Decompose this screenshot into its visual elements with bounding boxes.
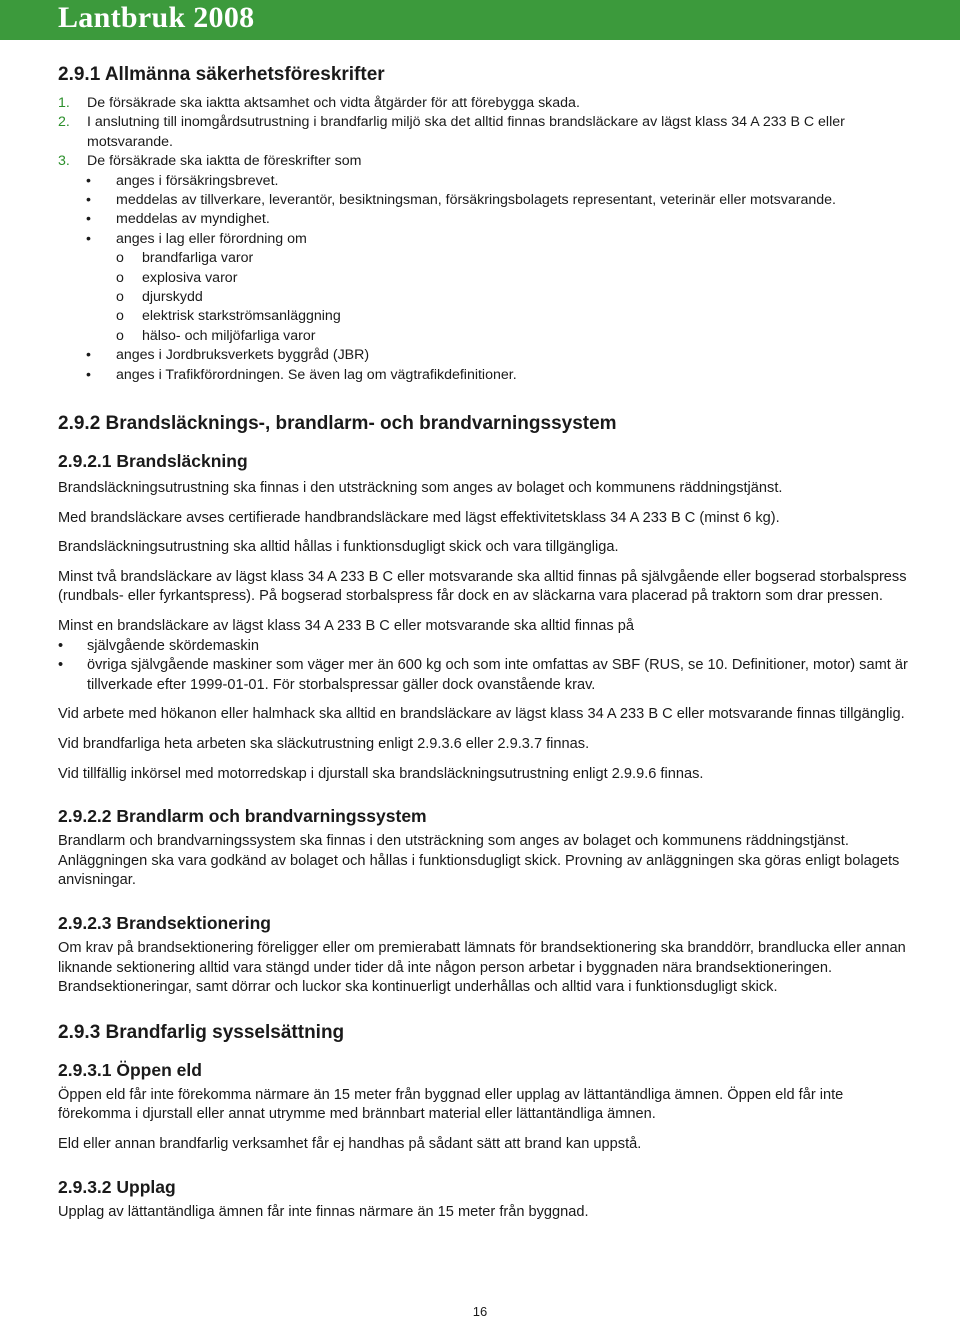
item-number: 3. — [58, 153, 70, 170]
numbered-item-3 — [58, 152, 908, 171]
sub-bullet-item: o hälso- och miljöfarliga varor — [58, 327, 908, 346]
page-content — [58, 62, 908, 1222]
sub-bullet-item: o explosiva varor — [58, 269, 908, 288]
bullet-icon: • — [58, 657, 64, 674]
paragraph: Öppen eld får inte förekomma närmare än 15 meter från byggnad eller upplag av lättantändliga ämnen. Öppen eld får inte förekomma i djurstall eller annat utrymme med brännbart material eller lättantändliga ämnen. — [58, 1086, 844, 1123]
bullet-icon: • — [86, 230, 91, 247]
paragraph: Brandsläckningsutrustning ska finnas i den utsträckning som anges av bolaget och kommunens räddningstjänst. — [58, 480, 783, 497]
heading-2-9-3-2: 2.9.3.2 Upplag — [58, 1176, 176, 1197]
bullet-icon: • — [86, 192, 91, 209]
bullet-item: • självgående skördemaskin — [58, 637, 908, 657]
bullet-item: • anges i Trafikförordningen. Se även lag om vägtrafikdefinitioner. — [58, 366, 908, 385]
paragraph: Upplag av lättantändliga ämnen får inte finnas närmare än 15 meter från byggnad. — [58, 1203, 589, 1220]
page-number: 16 — [472, 1304, 488, 1319]
paragraph: Vid tillfällig inkörsel med motorredskap i djurstall ska brandsläckningsutrustning enligt 2.9.9.6 finnas. — [58, 765, 704, 782]
heading-2-9-2-3: 2.9.2.3 Brandsektionering — [58, 913, 271, 933]
circle-bullet-icon: o — [116, 327, 124, 344]
sub-bullet-item: o djurskydd — [58, 288, 908, 307]
circle-bullet-icon: o — [116, 269, 124, 286]
circle-bullet-icon: o — [116, 289, 124, 306]
heading-2-9-2: 2.9.2 Brandsläcknings-, brandlarm- och brandvarningssystem — [58, 413, 617, 435]
item-number: 1. — [58, 95, 70, 111]
paragraph: Brandsläckningsutrustning ska alltid hållas i funktionsdugligt skick och vara tillgängliga. — [58, 539, 619, 556]
bullet-item: • anges i försäkringsbrevet. — [58, 172, 908, 191]
bullet-item: • meddelas av tillverkare, leverantör, besiktningsman, försäkringsbolagets representant, veterinär eller motsvarande. — [58, 191, 908, 210]
header-banner — [0, 0, 960, 40]
circle-bullet-icon: o — [116, 308, 124, 325]
heading-2-9-1: 2.9.1 Allmänna säkerhetsföreskrifter — [58, 64, 385, 85]
paragraph: Brandlarm och brandvarningssystem ska finnas i den utsträckning som anges av bolaget och kommunens räddningstjänst. Anläggningen ska vara godkänd av bolaget och hållas i funktionsdugligt skick. Provning av anläggningen ska göras enligt bolagets anvisningar. — [58, 833, 900, 889]
bullet-item: • meddelas av myndighet. — [58, 210, 908, 229]
bullet-icon: • — [86, 211, 91, 228]
item-text: I anslutning till inomgårdsutrustning i brandfarlig miljö ska det alltid finnas brandsläckare av lägst klass 34 A 233 B C eller motsvarande. — [87, 114, 845, 150]
item-number: 2. — [58, 114, 70, 131]
bullet-icon: • — [86, 172, 91, 189]
paragraph: Med brandsläckare avses certifierade handbrandsläckare med lägst effektivitetsklass 34 A 233 B C (minst 6 kg). — [58, 509, 780, 526]
heading-2-9-2-2: 2.9.2.2 Brandlarm och brandvarningssystem — [58, 806, 427, 827]
paragraph: Minst en brandsläckare av lägst klass 34 A 233 B C eller motsvarande ska alltid finnas på — [58, 618, 634, 635]
bullet-item: • anges i Jordbruksverkets byggråd (JBR) — [58, 346, 908, 365]
paragraph: Vid brandfarliga heta arbeten ska släckutrustning enligt 2.9.3.6 eller 2.9.3.7 finnas. — [58, 736, 590, 753]
heading-2-9-3: 2.9.3 Brandfarlig sysselsättning — [58, 1021, 345, 1043]
sub-bullet-item: o brandfarliga varor — [58, 249, 908, 268]
item-text: De försäkrade ska iaktta de föreskrifter som — [87, 153, 362, 170]
numbered-item-2 — [58, 113, 908, 152]
bullet-item: • övriga självgående maskiner som väger mer än 600 kg och som inte omfattas av SBF (RUS, se 10. Definitioner, motor) samt är tillverkade efter 1999-01-01. För storbalspressar gäller dock ovanstående krav. — [58, 657, 908, 693]
item-text: De försäkrade ska iaktta aktsamhet och vidta åtgärder för att förebygga skada. — [87, 95, 580, 111]
bullet-icon: • — [86, 347, 91, 364]
bullet-icon: • — [86, 366, 91, 383]
paragraph: Minst två brandsläckare av lägst klass 34 A 233 B C eller motsvarande ska alltid finnas på självgående eller bogserad storbalspress (rundbals- eller fyrkantspress). På bogserad storbalspress får dock en av släckarna vara placerad på traktorn som drar pressen. — [58, 568, 907, 605]
heading-2-9-2-1: 2.9.2.1 Brandsläckning — [58, 451, 248, 472]
bullet-icon: • — [58, 637, 64, 654]
bullet-item: • anges i lag eller förordning om — [58, 230, 908, 249]
circle-bullet-icon: o — [116, 250, 124, 267]
document-title: Lantbruk 2008 — [58, 1, 255, 34]
numbered-item-1 — [58, 94, 908, 113]
heading-2-9-3-1: 2.9.3.1 Öppen eld — [58, 1059, 202, 1080]
paragraph: Om krav på brandsektionering föreligger eller om premierabatt lämnats för brandsektionering ska branddörr, brandlucka eller annan liknande sektionering alltid vara stängd under tider då inte någon person arbetar i byggnaden nära brandsektioneringen. Brandsektioneringar, samt dörrar och luckor ska kontinuerligt underhållas och alltid vara i funktionsdugligt skick. — [58, 940, 906, 996]
paragraph: Eld eller annan brandfarlig verksamhet får ej handhas på sådant sätt att brand kan uppstå. — [58, 1135, 642, 1152]
sub-bullet-item: o elektrisk starkströmsanläggning — [58, 307, 908, 326]
paragraph: Vid arbete med hökanon eller halmhack ska alltid en brandsläckare av lägst klass 34 A 233 B C eller motsvarande finnas tillgänglig. — [58, 706, 905, 723]
